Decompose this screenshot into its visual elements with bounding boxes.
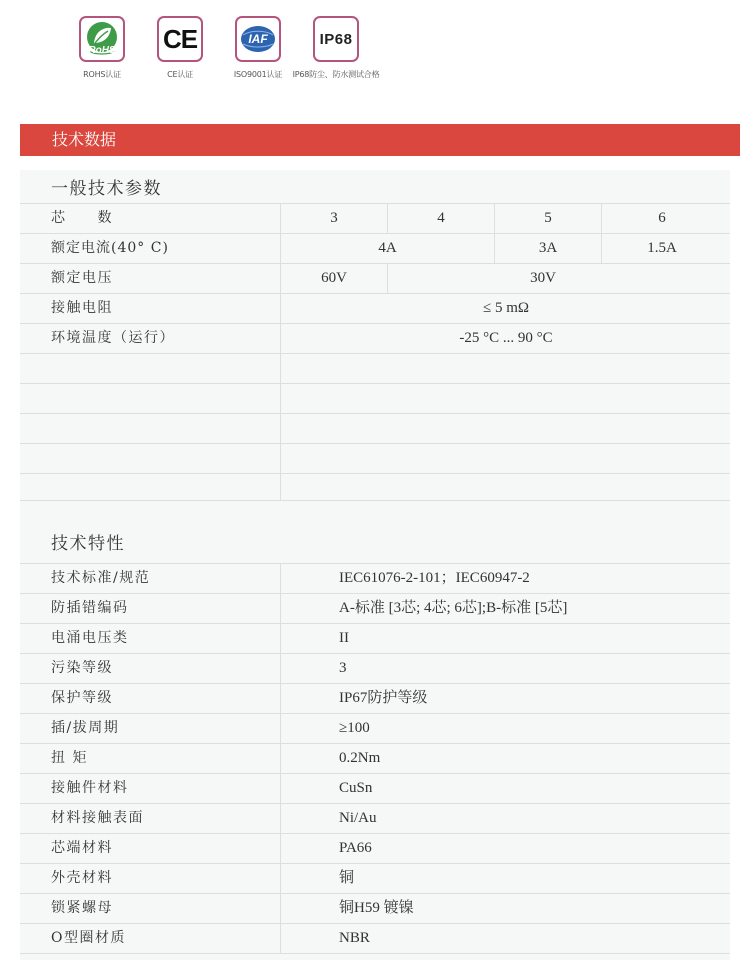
row-value: IP67防护等级 (339, 690, 428, 706)
row-label: 扭 矩 (51, 750, 88, 766)
row-label: 插/拔周期 (51, 720, 120, 736)
row-label: O型圈材质 (51, 930, 126, 946)
cert-ip68 (290, 16, 382, 80)
cert-caption: ROHS认证 (83, 70, 121, 79)
row-label: 保护等级 (51, 690, 113, 706)
row-label: 防插错编码 (51, 600, 129, 616)
current-value: 4A (378, 240, 397, 256)
row-value: Ni/Au (339, 810, 377, 826)
row-label: 芯端材料 (51, 840, 113, 856)
row-label: 材料接触表面 (51, 810, 144, 826)
row-value: A-标准 [3芯; 4芯; 6芯];B-标准 [5芯] (339, 600, 568, 616)
table-row-empty (20, 444, 730, 474)
resistance-value: ≤ 5 mΩ (482, 300, 530, 316)
cores-value: 3 (330, 210, 338, 226)
rohs-badge-text: RoHS (88, 45, 116, 56)
row-value: PA66 (339, 840, 372, 856)
row-label: 电涌电压类 (51, 630, 129, 646)
current-value: 1.5A (647, 240, 677, 256)
cert-caption: IP68防尘、防水测试合格 (292, 70, 380, 79)
table-row-empty (20, 414, 730, 444)
row-value: 铜H59 镀镍 (339, 900, 414, 916)
row-value: ≥100 (339, 720, 370, 736)
table-row (20, 864, 730, 894)
row-label: 污染等级 (51, 660, 113, 676)
general-heading: 一般技术参数 (51, 179, 162, 199)
table-row-empty (20, 354, 730, 384)
ce-mark-icon (157, 16, 203, 62)
row-value: IEC61076-2-101；IEC60947-2 (339, 570, 530, 586)
row-label: 技术标准/规范 (51, 570, 151, 586)
temperature-value: -25 °C ... 90 °C (459, 330, 553, 346)
table-row-rated-voltage (20, 264, 730, 294)
table-row-ambient-temperature (20, 324, 730, 354)
ip68-icon (313, 16, 359, 62)
row-label: 芯 数 (51, 210, 113, 226)
table-row (20, 714, 730, 744)
row-label: 外壳材料 (51, 870, 113, 886)
table-row (20, 564, 730, 594)
table-row (20, 744, 730, 774)
section-title: 技术数据 (52, 130, 117, 149)
row-label: 接触电阻 (51, 300, 113, 316)
table-row (20, 834, 730, 864)
table-row (20, 624, 730, 654)
row-label: 额定电压 (51, 270, 113, 286)
table-row-rated-current (20, 234, 730, 264)
row-label: 环境温度（运行） (51, 330, 175, 346)
certification-strip (62, 16, 462, 96)
table-row (20, 894, 730, 924)
row-value: 3 (339, 660, 347, 676)
cores-value: 4 (437, 210, 445, 226)
iaf-globe-icon (235, 16, 281, 62)
row-value: NBR (339, 930, 370, 946)
section-title-bar (20, 124, 740, 156)
table-row-empty (20, 474, 730, 501)
table-row (20, 594, 730, 624)
table-row-contact-resistance (20, 294, 730, 324)
features-heading-divider (20, 501, 730, 564)
row-label: 额定电流(40° C) (51, 240, 169, 256)
table-row (20, 804, 730, 834)
row-value: II (339, 630, 349, 646)
cert-caption: ISO9001认证 (233, 70, 283, 79)
row-value: 0.2Nm (339, 750, 381, 766)
table-row (20, 654, 730, 684)
ip68-badge-text: IP68 (319, 31, 353, 48)
table-row-cores (20, 204, 730, 234)
row-label: 接触件材料 (51, 780, 129, 796)
table-row (20, 924, 730, 954)
cert-caption: CE认证 (167, 70, 193, 79)
table-row (20, 684, 730, 714)
current-value: 3A (538, 240, 558, 256)
iaf-badge-text: IAF (248, 32, 268, 46)
row-value: 铜 (339, 870, 355, 886)
row-label: 锁紧螺母 (51, 900, 113, 916)
general-heading-divider (20, 174, 730, 204)
features-heading: 技术特性 (51, 534, 125, 554)
voltage-value: 30V (530, 270, 556, 286)
table-row-empty (20, 384, 730, 414)
table-row (20, 774, 730, 804)
row-value: CuSn (339, 780, 373, 796)
cores-value: 6 (658, 210, 666, 226)
voltage-value: 60V (321, 270, 347, 286)
cores-value: 5 (544, 210, 552, 226)
ce-badge-text: CE (162, 24, 198, 54)
rohs-leaf-icon (79, 16, 125, 62)
